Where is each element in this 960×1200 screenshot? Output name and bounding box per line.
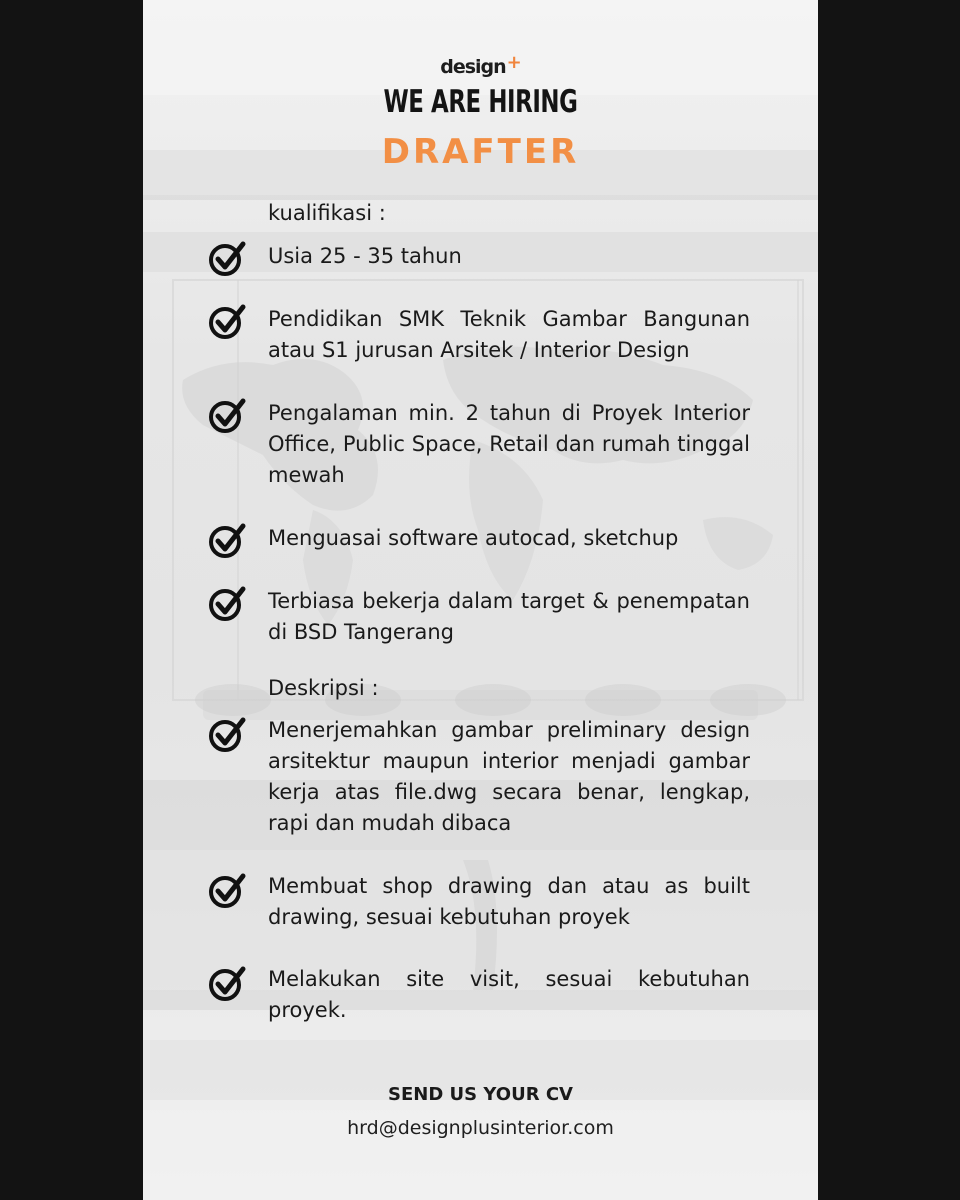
check-circle-icon xyxy=(207,239,247,279)
qualifications-label: kualifikasi : xyxy=(268,201,386,225)
contact-email: hrd@designplusinterior.com xyxy=(347,1117,614,1139)
send-cv-heading: SEND US YOUR CV xyxy=(388,1084,573,1105)
brand-logo-text: design xyxy=(440,56,506,78)
description-text: Menerjemahkan gambar preliminary design arsitektur maupun interior menjadi gambar kerja atas file.dwg secara benar, lengkap, rapi dan mudah dibaca xyxy=(268,718,750,835)
job-role-title: DRAFTER xyxy=(381,132,580,172)
qualification-text: Usia 25 - 35 tahun xyxy=(268,244,462,268)
description-label: Deskripsi : xyxy=(268,676,379,700)
qualification-text: Pendidikan SMK Teknik Gambar Bangunan atau S1 jurusan Arsitek / Interior Design xyxy=(268,307,750,362)
hiring-headline: WE ARE HIRING xyxy=(383,84,578,120)
check-circle-icon xyxy=(207,396,247,436)
check-circle-icon xyxy=(207,964,247,1004)
qualification-text: Menguasai software autocad, sketchup xyxy=(268,526,679,550)
check-circle-icon xyxy=(207,521,247,561)
check-circle-icon xyxy=(207,871,247,911)
check-circle-icon xyxy=(207,715,247,755)
check-circle-icon xyxy=(207,584,247,624)
description-text: Membuat shop drawing dan atau as built drawing, sesuai kebutuhan proyek xyxy=(268,874,750,929)
hiring-poster xyxy=(143,0,818,1200)
qualification-text: Terbiasa bekerja dalam target & penempatan di BSD Tangerang xyxy=(268,589,750,644)
brand-logo xyxy=(143,52,818,78)
check-circle-icon xyxy=(207,302,247,342)
description-text: Melakukan site visit, sesuai kebutuhan proyek. xyxy=(268,967,750,1022)
brand-logo-plus: + xyxy=(506,52,521,73)
qualification-text: Pengalaman min. 2 tahun di Proyek Interior Office, Public Space, Retail dan rumah tinggal mewah xyxy=(268,401,750,487)
